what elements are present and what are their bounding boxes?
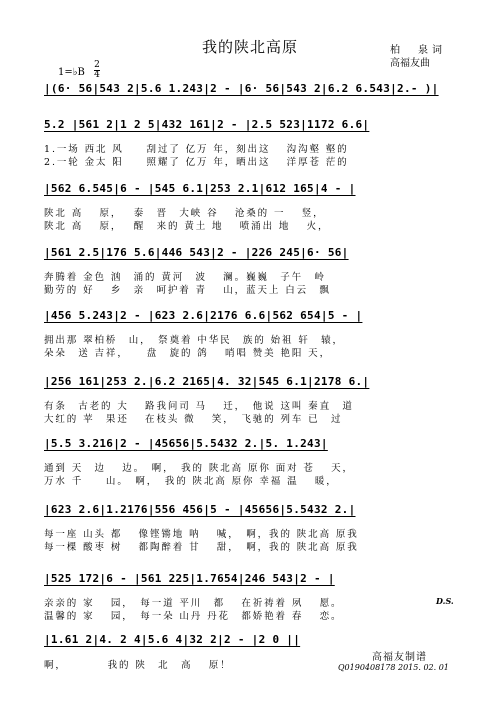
system-4-music: |456 5.243|2 - |623 2.6|2176 6.6|562 654|5 - |: [44, 309, 363, 322]
system-6-music: |5.5 3.216|2 - |45656|5.5432 2.|5. 1.243|: [44, 437, 328, 450]
transcription-stamp: Q0190408178 2015. 02. 01: [338, 663, 449, 672]
system-4-lyric-2: 朵朵 送 吉祥， 盘 旋的 鸽 哨唱 赞美 艳阳 天，: [44, 348, 331, 359]
system-3-lyric-1: 奔腾着 金色 汹 涌的 黄河 波 澜。巍巍 子午 岭: [44, 272, 326, 283]
system-3-music: |561 2.5|176 5.6|446 543|2 - |226 245|6· 56|: [44, 246, 349, 259]
system-8-lyric-2: 温馨的 家 园， 每一朵 山丹 丹花 都娇艳着 春 恋。: [44, 611, 343, 622]
system-9-lyric-1: 啊， 我的 陕 北 高 原！: [44, 660, 232, 671]
credits: [390, 44, 446, 70]
song-title: 我的陕北高原: [201, 38, 298, 56]
dal-segno-mark: D.S.: [436, 596, 454, 606]
system-2-lyric-1: 陕北 高 原， 泰 晋 大峡 谷 沧桑的 一 竖，: [44, 208, 325, 219]
composer-credit: 高福友曲: [390, 58, 430, 69]
system-6-lyric-2: 万水 千 山。 啊， 我的 陕北高 原你 幸福 温 暖，: [44, 476, 338, 487]
transcriber-credit: 高福友制谱: [372, 652, 427, 663]
system-1-music: 5.2 |561 2|1 2 5|432 161|2 - |2.5 523|1172 6.6|: [44, 118, 370, 131]
system-5-lyric-2: 大红的 苹 果还 在枝头 微 笑， 飞驰的 列车 已 过: [44, 414, 343, 425]
time-signature: [94, 61, 100, 80]
system-9-music: |1.61 2|4. 2 4|5.6 4|32 2|2 - |2 0 ||: [44, 633, 301, 646]
system-7-lyric-1: 每一座 山头 都 像铿锵地 呐 喊， 啊，我的 陕北高 原我: [44, 529, 359, 540]
system-1-lyric-1: 1.一场 西北 风 刮过了 亿万 年，刻出这 沟沟壑 壑的: [44, 144, 349, 155]
system-2-lyric-2: 陕北 高 原， 醒 来的 黄土 地 喷涌出 地 火，: [44, 221, 330, 232]
system-6-lyric-1: 通到 天 边 边。 啊， 我的 陕北高 原你 面对 苍 天，: [44, 463, 354, 474]
meter-top: 2: [94, 60, 100, 70]
lyricist-credit: 柏 泉词: [390, 45, 446, 56]
system-1-lyric-2: 2.一轮 金太 阳 照耀了 亿万 年，晒出这 洋厚苍 茫的: [44, 157, 349, 168]
system-7-lyric-2: 每一棵 酸枣 树 都陶醉着 甘 甜， 啊，我的 陕北高 原我: [44, 542, 359, 553]
system-5-lyric-1: 有条 古老的 大 路我问司 马 迁， 他说 这叫 秦直 道: [44, 401, 354, 412]
system-0-music: |(6· 56|543 2|5.6 1.243|2 - |6· 56|543 2|6.2 6.543|2.- )|: [44, 82, 439, 95]
system-8-lyric-1: 亲亲的 家 园， 每一道 平川 都 在祈祷着 夙 愿。: [44, 598, 343, 609]
meter-bottom: 4: [94, 70, 100, 80]
system-5-music: |256 161|253 2.|6.2 2165|4. 32|545 6.1|2178 6.|: [44, 375, 370, 388]
system-7-music: |623 2.6|1.2176|556 456|5 - |45656|5.5432 2.|: [44, 503, 356, 516]
system-2-music: |562 6.545|6 - |545 6.1|253 2.1|612 165|4 - |: [44, 182, 356, 195]
system-8-music: |525 172|6 - |561 225|1.7654|246 543|2 - |: [44, 572, 335, 585]
key-signature: 1=♭B: [58, 67, 85, 78]
system-4-lyric-1: 拥出那 翠柏桥 山， 祭奠着 中华民 族的 始祖 轩 辕，: [44, 335, 344, 346]
system-3-lyric-2: 勤劳的 好 乡 亲 呵护着 青 山，蓝天上 白云 飘: [44, 285, 331, 296]
